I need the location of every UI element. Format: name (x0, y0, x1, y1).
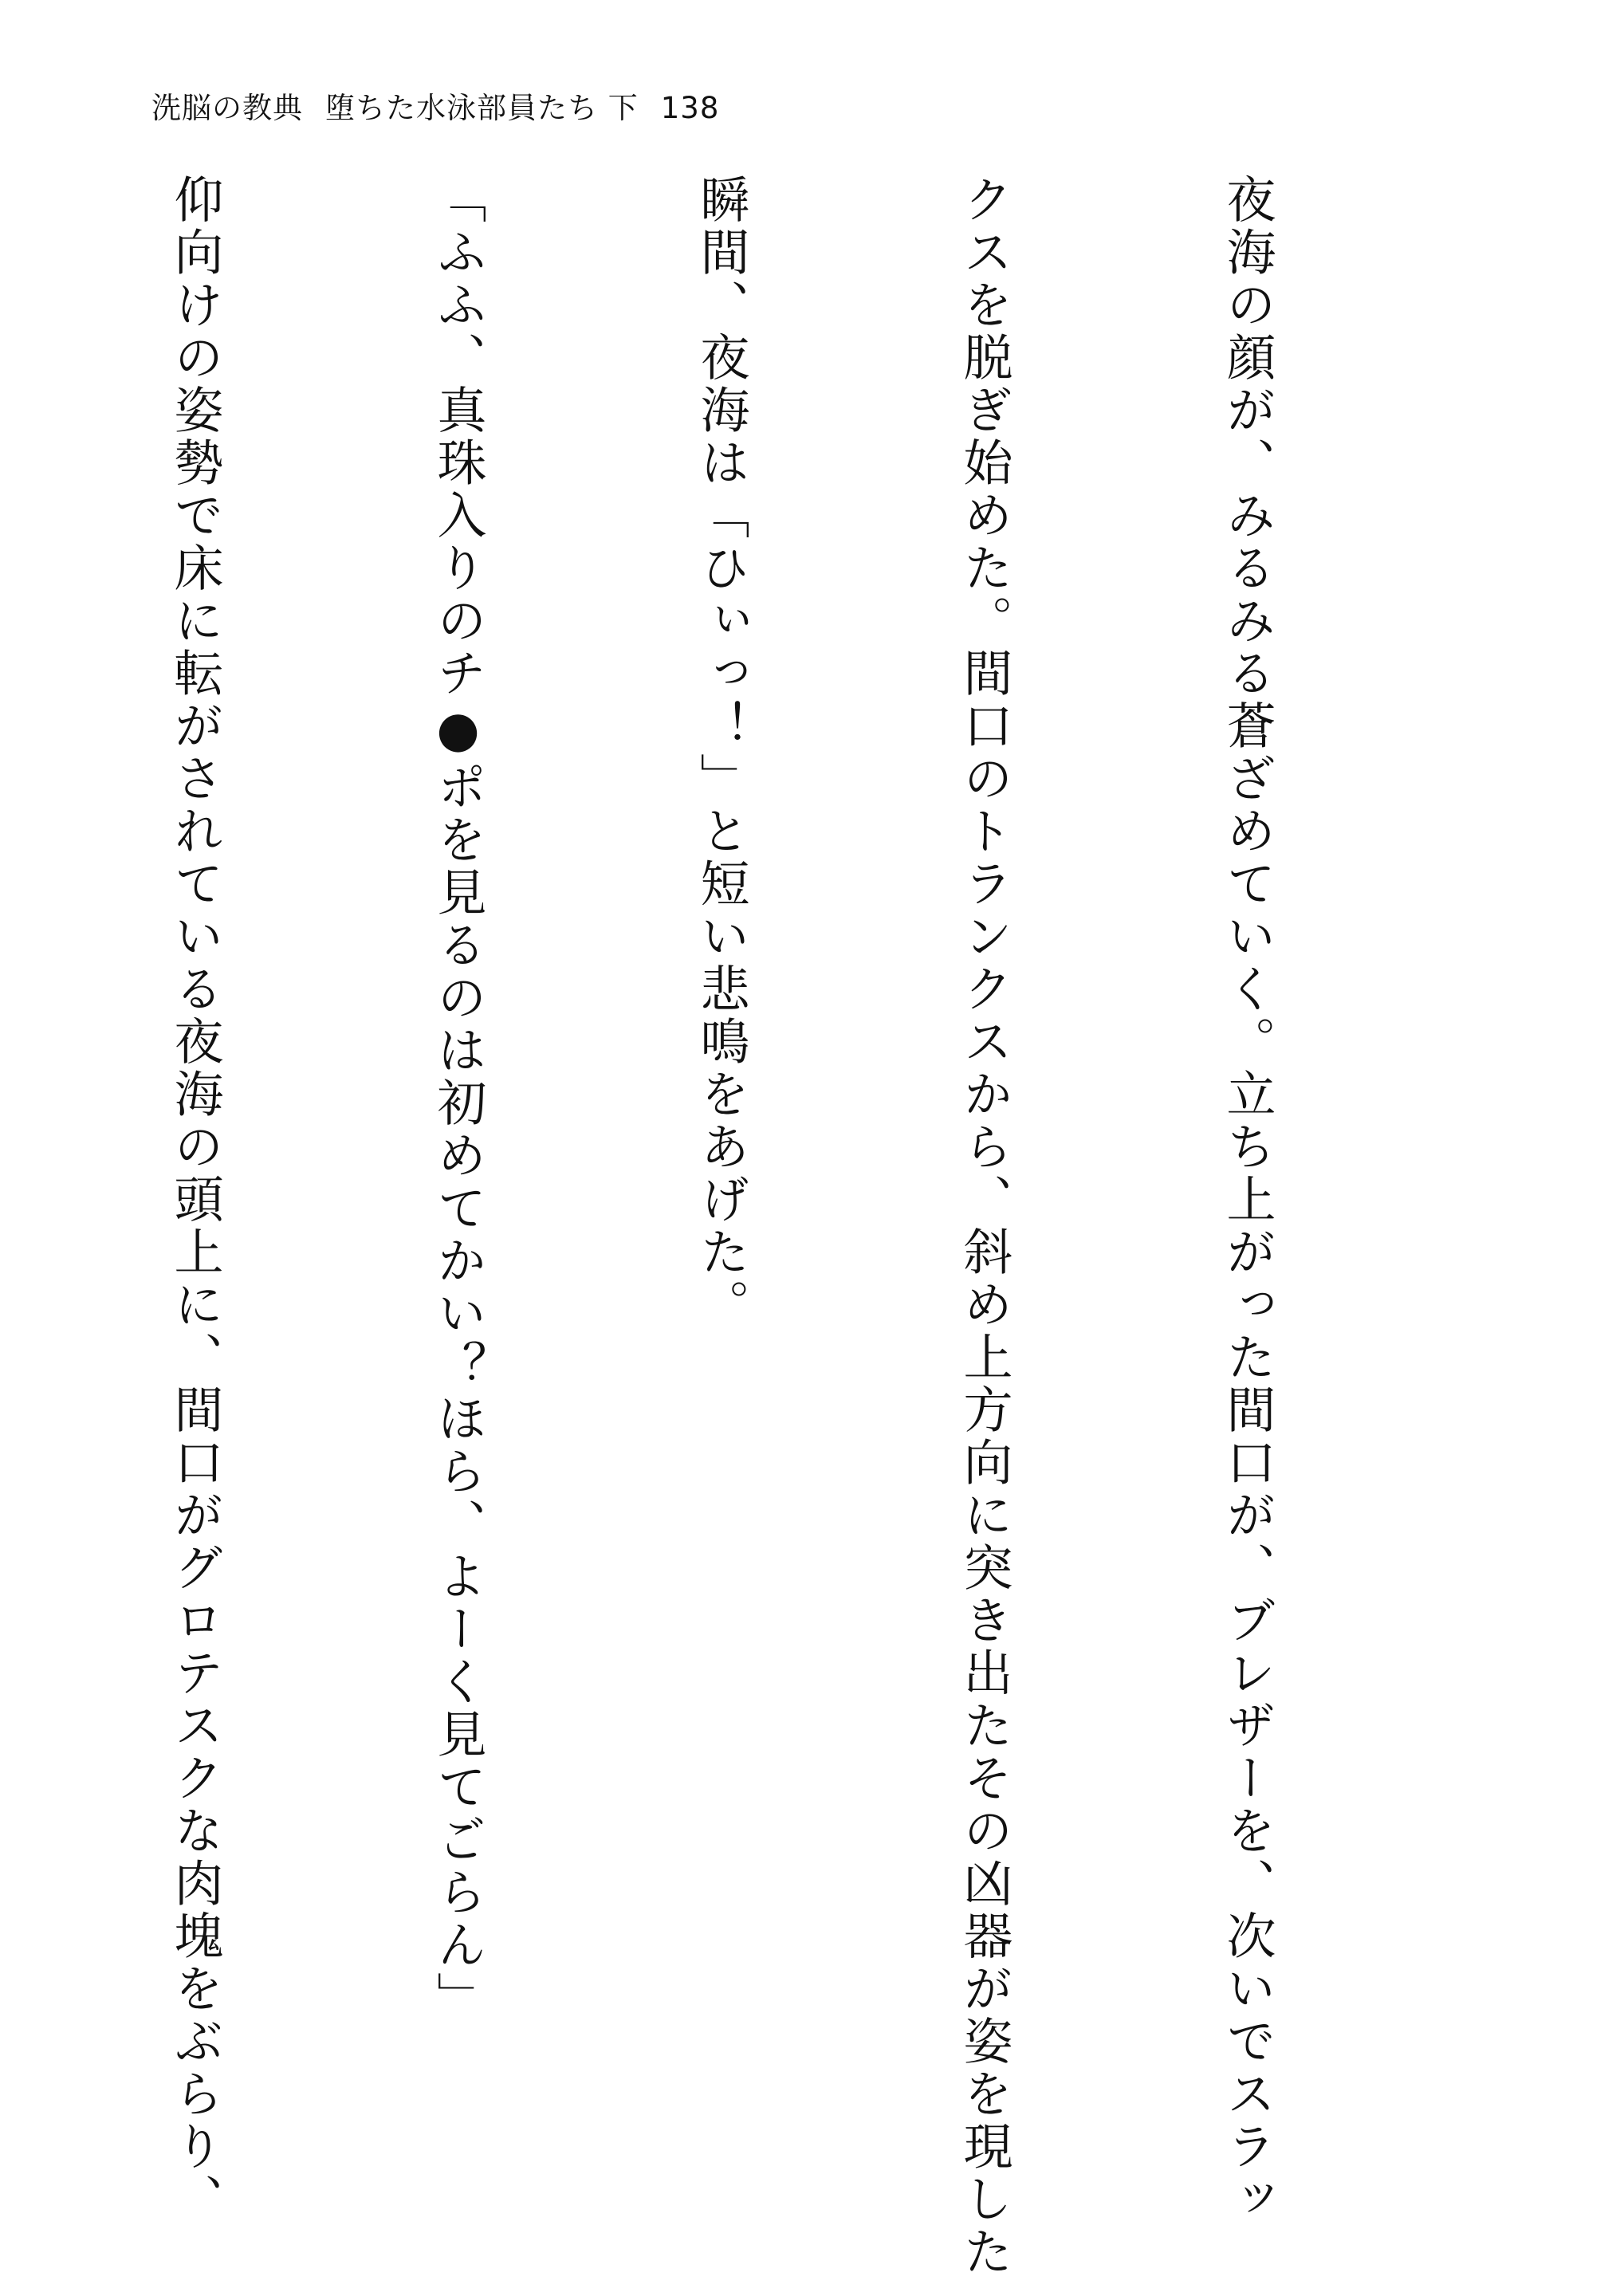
text-line: 瞬間、夜海は「ひぃっ！」と短い悲鳴をあげた。 (692, 174, 750, 1331)
text-line: 仰向けの姿勢で床に転がされている夜海の頭上に、間口がグロテスクな肉塊をぶらり、 (166, 174, 224, 2226)
text-line: クスを脱ぎ始めた。間口のトランクスから、斜め上方向に突き出たその凶器が姿を現した (955, 174, 1013, 2278)
book-title: 洗脳の教典 (151, 91, 303, 125)
page-number: 138 (660, 91, 720, 125)
vertical-body-text (0, 174, 1466, 2278)
text-line: 「ふふ、真珠入りのチ●ポを見るのは初めてかい？ほら、よーく見てごらん」 (429, 174, 487, 2024)
text-line: 夜海の顔が、みるみる蒼ざめていく。立ち上がった間口が、ブレザーを、次いでスラッ (1218, 174, 1276, 2226)
book-subtitle: 堕ちた水泳部員たち 下 (325, 91, 639, 125)
running-header (151, 89, 719, 128)
